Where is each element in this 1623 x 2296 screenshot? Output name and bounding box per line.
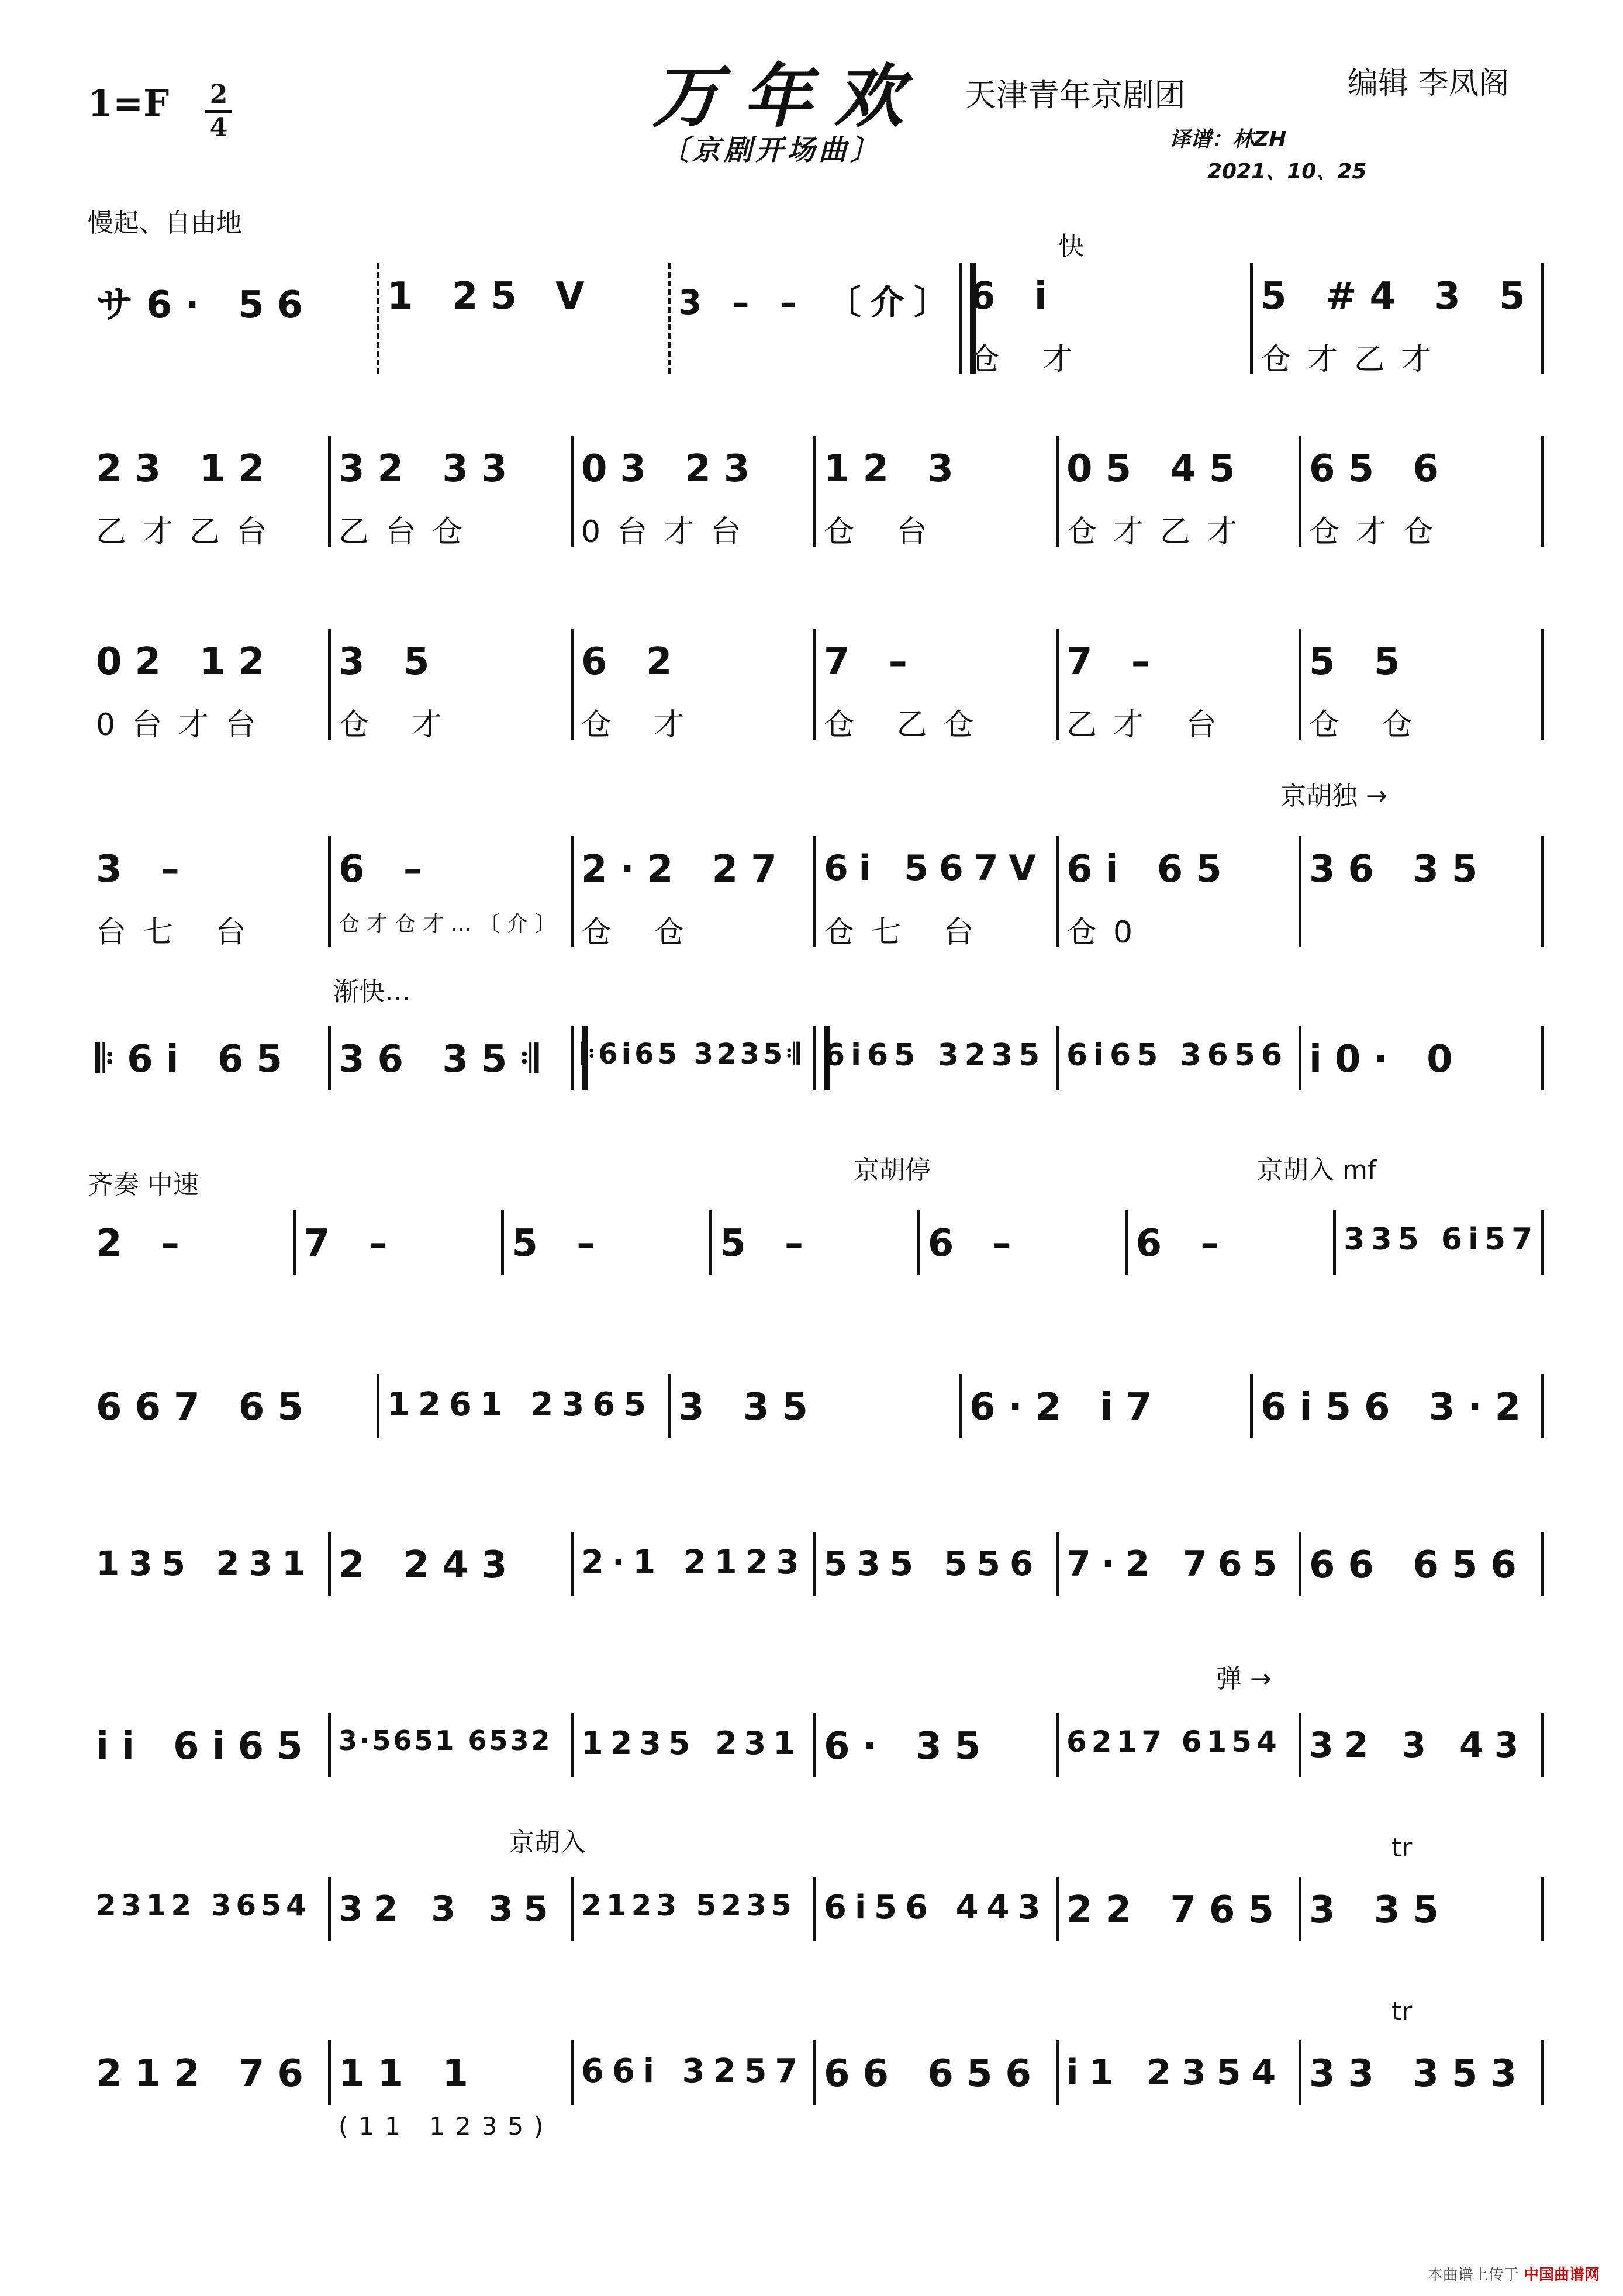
measure-percussion-syllables: 乙才乙台 bbox=[96, 515, 284, 550]
measure-notes: 66 656 bbox=[824, 2052, 1044, 2095]
measure bbox=[1309, 1544, 1540, 1649]
barline bbox=[1299, 629, 1301, 740]
measure bbox=[339, 447, 569, 553]
barline bbox=[328, 436, 331, 547]
measure-percussion-syllables: 仓 才 bbox=[339, 707, 458, 743]
measure-notes: 5 #4 3 5 bbox=[1261, 275, 1538, 318]
performance-mark: 京胡入 mf bbox=[1257, 1155, 1377, 1185]
performance-mark: 慢起、自由地 bbox=[88, 208, 242, 238]
barline bbox=[1541, 263, 1544, 374]
measure bbox=[1066, 1544, 1297, 1649]
measure-notes: 5 5 bbox=[1309, 640, 1413, 683]
measure-notes: 6 2 bbox=[581, 640, 685, 683]
measure-notes: 2 243 bbox=[339, 1544, 520, 1587]
measure-notes: 7 – bbox=[1066, 640, 1163, 683]
measure-notes: 6 – bbox=[927, 1222, 1024, 1265]
measure-percussion-syllables: 仓 仓 bbox=[581, 915, 701, 950]
barline bbox=[1333, 1210, 1336, 1275]
measure bbox=[824, 1888, 1055, 1994]
performance-mark: 京胡入 bbox=[509, 1828, 586, 1857]
performance-mark: 渐快… bbox=[333, 977, 410, 1007]
performance-mark: tr bbox=[1391, 1997, 1413, 2026]
barline bbox=[1299, 2040, 1301, 2105]
score-system bbox=[88, 640, 1543, 757]
measure bbox=[824, 848, 1055, 953]
barline bbox=[1250, 1374, 1253, 1438]
measure-percussion-syllables: 仓 才 bbox=[581, 707, 701, 743]
measure-percussion-syllables: 仓才乙才 bbox=[1261, 342, 1448, 377]
measure-percussion-syllables: 乙台仓 bbox=[339, 515, 479, 550]
measure-notes: 3 – – 〔介〕 bbox=[678, 282, 957, 322]
barline bbox=[1056, 1713, 1059, 1777]
barline bbox=[709, 1210, 712, 1275]
measure bbox=[1066, 447, 1297, 553]
measure-percussion-syllables: 仓七 台 bbox=[824, 915, 990, 950]
measure-percussion-syllables: 仓 才 bbox=[969, 342, 1089, 377]
barline bbox=[328, 2040, 331, 2105]
measure-notes: 02 12 bbox=[96, 640, 278, 683]
barline bbox=[1056, 1877, 1059, 1941]
barline bbox=[1541, 1877, 1544, 1941]
measure-notes: 535 556 bbox=[824, 1544, 1043, 1583]
measure-notes: 2312 3654 bbox=[96, 1888, 311, 1922]
measure-notes: 212 76 bbox=[96, 2052, 316, 2095]
barline bbox=[571, 1532, 574, 1596]
barline bbox=[813, 436, 816, 547]
barline bbox=[1250, 263, 1253, 374]
barline bbox=[1541, 436, 1544, 547]
measure bbox=[1344, 1222, 1540, 1327]
measure-notes: 11 1 bbox=[339, 2052, 481, 2095]
barline bbox=[668, 263, 671, 374]
measure bbox=[96, 640, 327, 745]
measure bbox=[339, 1544, 569, 1649]
measure bbox=[1309, 2052, 1540, 2157]
barline bbox=[813, 1877, 816, 1941]
measure-notes: i1 2354 bbox=[1066, 2052, 1287, 2093]
measure-notes: 3 5 bbox=[339, 640, 443, 683]
barline bbox=[377, 1374, 379, 1438]
measure bbox=[1261, 1386, 1540, 1491]
measure bbox=[581, 848, 812, 953]
measure bbox=[96, 447, 327, 553]
measure-notes: サ6· 56 bbox=[96, 284, 316, 327]
measure bbox=[581, 1544, 812, 1649]
barline bbox=[571, 436, 574, 547]
measure-notes: 6 – bbox=[339, 848, 435, 891]
measure-notes: 6217 6154 bbox=[1066, 1725, 1282, 1759]
barline bbox=[1056, 836, 1059, 947]
measure bbox=[969, 1386, 1249, 1491]
measure-notes: 135 231 bbox=[96, 1544, 315, 1583]
measure-notes: 335 6i57 bbox=[1344, 1222, 1539, 1257]
measure-notes: 3·5651 6532 bbox=[339, 1725, 552, 1756]
measure bbox=[824, 1544, 1055, 1649]
barline bbox=[813, 2040, 816, 2105]
measure bbox=[1066, 2052, 1297, 2157]
measure-notes: 32 3 35 bbox=[339, 1888, 559, 1929]
measure bbox=[1309, 1725, 1540, 1830]
measure-notes: 6i56 3·2 bbox=[1261, 1386, 1534, 1429]
measure-notes: 1 25 V bbox=[387, 275, 598, 318]
barline bbox=[917, 1210, 920, 1275]
measure-notes: 32 33 bbox=[339, 447, 520, 491]
measure-notes: 6i56 443 bbox=[824, 1888, 1049, 1926]
measure-notes: 7·2 765 bbox=[1066, 1544, 1288, 1584]
score-system bbox=[88, 977, 1543, 1155]
barline bbox=[571, 836, 574, 947]
measure-notes: 7 – bbox=[303, 1222, 400, 1265]
key-signature bbox=[88, 82, 232, 141]
performance-mark: 快 bbox=[1058, 232, 1084, 261]
measure-notes: 6i 65 bbox=[1066, 848, 1235, 891]
measure-percussion-syllables: 台七 台 bbox=[96, 915, 263, 950]
measure bbox=[678, 275, 958, 380]
measure bbox=[96, 2052, 327, 2157]
troupe-name: 天津青年京剧团 bbox=[965, 77, 1186, 113]
measure bbox=[824, 640, 1055, 745]
score-system bbox=[88, 1386, 1543, 1503]
barline bbox=[1299, 1713, 1301, 1777]
measure-notes: 5 – bbox=[720, 1222, 816, 1265]
transcription-date: 2021、10、25 bbox=[1207, 160, 1367, 184]
measure bbox=[96, 1222, 292, 1327]
measure bbox=[1309, 848, 1540, 953]
barline bbox=[571, 1877, 574, 1941]
barline bbox=[1056, 1026, 1059, 1090]
measure-percussion-syllables: 0台才台 bbox=[581, 515, 758, 550]
performance-mark: 齐奏 中速 bbox=[88, 1170, 199, 1200]
barline bbox=[1299, 1532, 1301, 1596]
measure-notes: 2·2 27 bbox=[581, 848, 790, 891]
time-signature-top: 2 bbox=[205, 82, 233, 113]
measure-notes: 6i65 3235 bbox=[824, 1038, 1046, 1073]
barline bbox=[1541, 2040, 1544, 2105]
measure bbox=[96, 1888, 327, 1994]
score-system bbox=[88, 1155, 1543, 1339]
measure-notes: 𝄆6i65 3235𝄇 bbox=[581, 1038, 803, 1071]
barline bbox=[1541, 1210, 1544, 1275]
barline bbox=[1541, 629, 1544, 740]
measure bbox=[928, 1222, 1124, 1327]
measure bbox=[824, 2052, 1055, 2157]
measure-notes: 7 – bbox=[824, 640, 920, 683]
measure-notes: 6· 35 bbox=[824, 1725, 994, 1768]
measure bbox=[1309, 1888, 1540, 1994]
measure bbox=[96, 1386, 375, 1491]
footer-text: 本曲谱上传于 bbox=[1427, 2266, 1519, 2284]
measure bbox=[581, 1038, 812, 1143]
score-system bbox=[88, 781, 1543, 965]
barline bbox=[377, 263, 379, 374]
measure bbox=[678, 1386, 958, 1491]
barline bbox=[1056, 1532, 1059, 1596]
page-title: 万年欢 bbox=[652, 56, 926, 137]
measure-notes: 66 656 bbox=[1309, 1544, 1529, 1587]
measure-notes: 3 35 bbox=[1309, 1888, 1452, 1932]
measure bbox=[1066, 848, 1297, 953]
measure bbox=[96, 275, 375, 380]
barline bbox=[1056, 436, 1059, 547]
measure-notes: ii 6i65 bbox=[96, 1725, 316, 1768]
measure-notes: 5 – bbox=[512, 1222, 609, 1265]
measure-notes: 1261 2365 bbox=[387, 1386, 655, 1424]
measure-notes: 22 765 bbox=[1066, 1888, 1287, 1932]
time-signature-bottom: 4 bbox=[209, 113, 228, 143]
barline bbox=[328, 1026, 331, 1090]
barline bbox=[1541, 1532, 1544, 1596]
footer-credit bbox=[1428, 2263, 1600, 2284]
measure bbox=[1309, 447, 1540, 553]
measure-notes: 66i 3257 bbox=[581, 2052, 806, 2090]
measure bbox=[824, 1725, 1055, 1830]
measure-notes: 6i65 3656 bbox=[1066, 1038, 1289, 1073]
barline bbox=[1541, 1374, 1544, 1438]
measure bbox=[1066, 1725, 1297, 1830]
measure bbox=[339, 1888, 569, 1994]
measure-notes: 33 353 bbox=[1309, 2052, 1529, 2095]
measure bbox=[1066, 1888, 1297, 1994]
measure-notes: 23 12 bbox=[96, 447, 278, 491]
performance-mark: 京胡独 → bbox=[1280, 781, 1387, 811]
measure-notes: 6 i bbox=[969, 275, 1060, 318]
measure-percussion-syllables: 仓 仓 bbox=[1309, 707, 1429, 743]
measure-notes: 32 3 43 bbox=[1309, 1725, 1529, 1766]
barline bbox=[328, 629, 331, 740]
measure bbox=[581, 447, 812, 553]
measure-percussion-syllables: 乙才 台 bbox=[1066, 707, 1233, 743]
measure-notes: 3 35 bbox=[678, 1386, 821, 1429]
editor-credit: 编辑 李凤阁 bbox=[1348, 66, 1510, 101]
measure-notes: 3 – bbox=[96, 848, 192, 891]
barline bbox=[1299, 436, 1301, 547]
performance-mark: 京胡停 bbox=[854, 1155, 931, 1185]
measure bbox=[96, 1544, 327, 1649]
measure bbox=[581, 2052, 812, 2157]
measure-notes: 65 6 bbox=[1309, 447, 1452, 491]
measure bbox=[581, 640, 812, 745]
barline bbox=[571, 1713, 574, 1777]
barline bbox=[1056, 2040, 1059, 2105]
score-system bbox=[88, 447, 1543, 564]
measure bbox=[824, 447, 1055, 553]
measure bbox=[824, 1038, 1055, 1143]
measure bbox=[1066, 640, 1297, 745]
measure-notes: 1235 231 bbox=[581, 1725, 802, 1762]
measure bbox=[339, 1725, 569, 1830]
measure bbox=[720, 1222, 916, 1327]
measure-notes: 6·2 i7 bbox=[969, 1386, 1165, 1429]
barline bbox=[959, 1374, 962, 1438]
measure-percussion-syllables: 仓才仓才…〔介〕 bbox=[339, 912, 564, 936]
barline bbox=[293, 1210, 296, 1275]
performance-mark: 弹 → bbox=[1216, 1664, 1272, 1694]
barline bbox=[328, 1532, 331, 1596]
measure-notes: 6i 567V bbox=[824, 848, 1047, 889]
barline bbox=[813, 836, 816, 947]
score-system bbox=[88, 1664, 1543, 1842]
measure-notes: 12 3 bbox=[824, 447, 966, 491]
barline bbox=[328, 1877, 331, 1941]
measure-percussion-syllables: 仓才仓 bbox=[1309, 515, 1450, 550]
measure bbox=[96, 848, 327, 953]
measure-notes: i0· 0 bbox=[1309, 1038, 1466, 1081]
barline bbox=[813, 1532, 816, 1596]
page-subtitle: 〔京剧开场曲〕 bbox=[661, 134, 882, 167]
performance-mark: tr bbox=[1391, 1833, 1413, 1863]
barline bbox=[1299, 1877, 1301, 1941]
barline bbox=[1056, 629, 1059, 740]
score-system bbox=[88, 208, 1543, 392]
measure bbox=[512, 1222, 708, 1327]
measure bbox=[1309, 1038, 1540, 1143]
measure-percussion-syllables: (11 1235) bbox=[339, 2112, 554, 2140]
measure bbox=[339, 848, 569, 953]
measure bbox=[1309, 640, 1540, 745]
measure-notes: 667 65 bbox=[96, 1386, 316, 1429]
barline bbox=[1299, 1026, 1301, 1090]
measure bbox=[1136, 1222, 1332, 1327]
measure-percussion-syllables: 仓0 bbox=[1066, 915, 1149, 950]
measure-notes: 05 45 bbox=[1066, 447, 1248, 491]
measure bbox=[1066, 1038, 1297, 1143]
barline bbox=[328, 836, 331, 947]
measure-notes: 03 23 bbox=[581, 447, 763, 491]
footer-brand: 中国曲谱网 bbox=[1523, 2266, 1600, 2284]
measure bbox=[581, 1888, 812, 1994]
measure-notes: 2·1 2123 bbox=[581, 1544, 807, 1582]
score-system bbox=[88, 1997, 1543, 2169]
measure-percussion-syllables: 仓才乙才 bbox=[1066, 515, 1254, 550]
barline bbox=[501, 1210, 504, 1275]
barline bbox=[1299, 836, 1301, 947]
measure bbox=[339, 1038, 569, 1143]
barline bbox=[1125, 1210, 1128, 1275]
score-system bbox=[88, 1828, 1543, 2005]
measure-percussion-syllables: 仓 乙仓 bbox=[824, 707, 990, 743]
measure bbox=[581, 1725, 812, 1830]
barline bbox=[1541, 1026, 1544, 1090]
measure-notes: 36 35 bbox=[1309, 848, 1491, 891]
score-system bbox=[88, 1544, 1543, 1660]
barline bbox=[328, 1713, 331, 1777]
measure bbox=[969, 275, 1249, 380]
measure bbox=[1261, 275, 1540, 380]
measure bbox=[96, 1725, 327, 1830]
barline bbox=[1541, 836, 1544, 947]
measure bbox=[304, 1222, 500, 1327]
transcriber-credit: 译谱：林ZH bbox=[1169, 127, 1287, 151]
measure-notes: 2 – bbox=[96, 1222, 192, 1265]
key-label: 1=F bbox=[88, 82, 170, 125]
measure bbox=[387, 275, 667, 380]
measure-percussion-syllables: 0台才台 bbox=[96, 707, 272, 743]
barline bbox=[571, 629, 574, 740]
time-signature bbox=[205, 82, 233, 141]
measure-notes: 6 – bbox=[1135, 1222, 1232, 1265]
barline bbox=[813, 1713, 816, 1777]
measure-notes: 2123 5235 bbox=[581, 1888, 796, 1922]
barline bbox=[1541, 1713, 1544, 1777]
measure bbox=[387, 1386, 667, 1491]
barline bbox=[571, 2040, 574, 2105]
measure-notes: 𝄆6i 65 bbox=[96, 1038, 295, 1081]
barline bbox=[813, 629, 816, 740]
measure-percussion-syllables: 仓 台 bbox=[824, 515, 944, 550]
measure-notes: 36 35𝄇 bbox=[339, 1038, 551, 1081]
barline bbox=[668, 1374, 671, 1438]
measure bbox=[339, 640, 569, 745]
measure bbox=[339, 2052, 569, 2157]
measure bbox=[96, 1038, 327, 1143]
